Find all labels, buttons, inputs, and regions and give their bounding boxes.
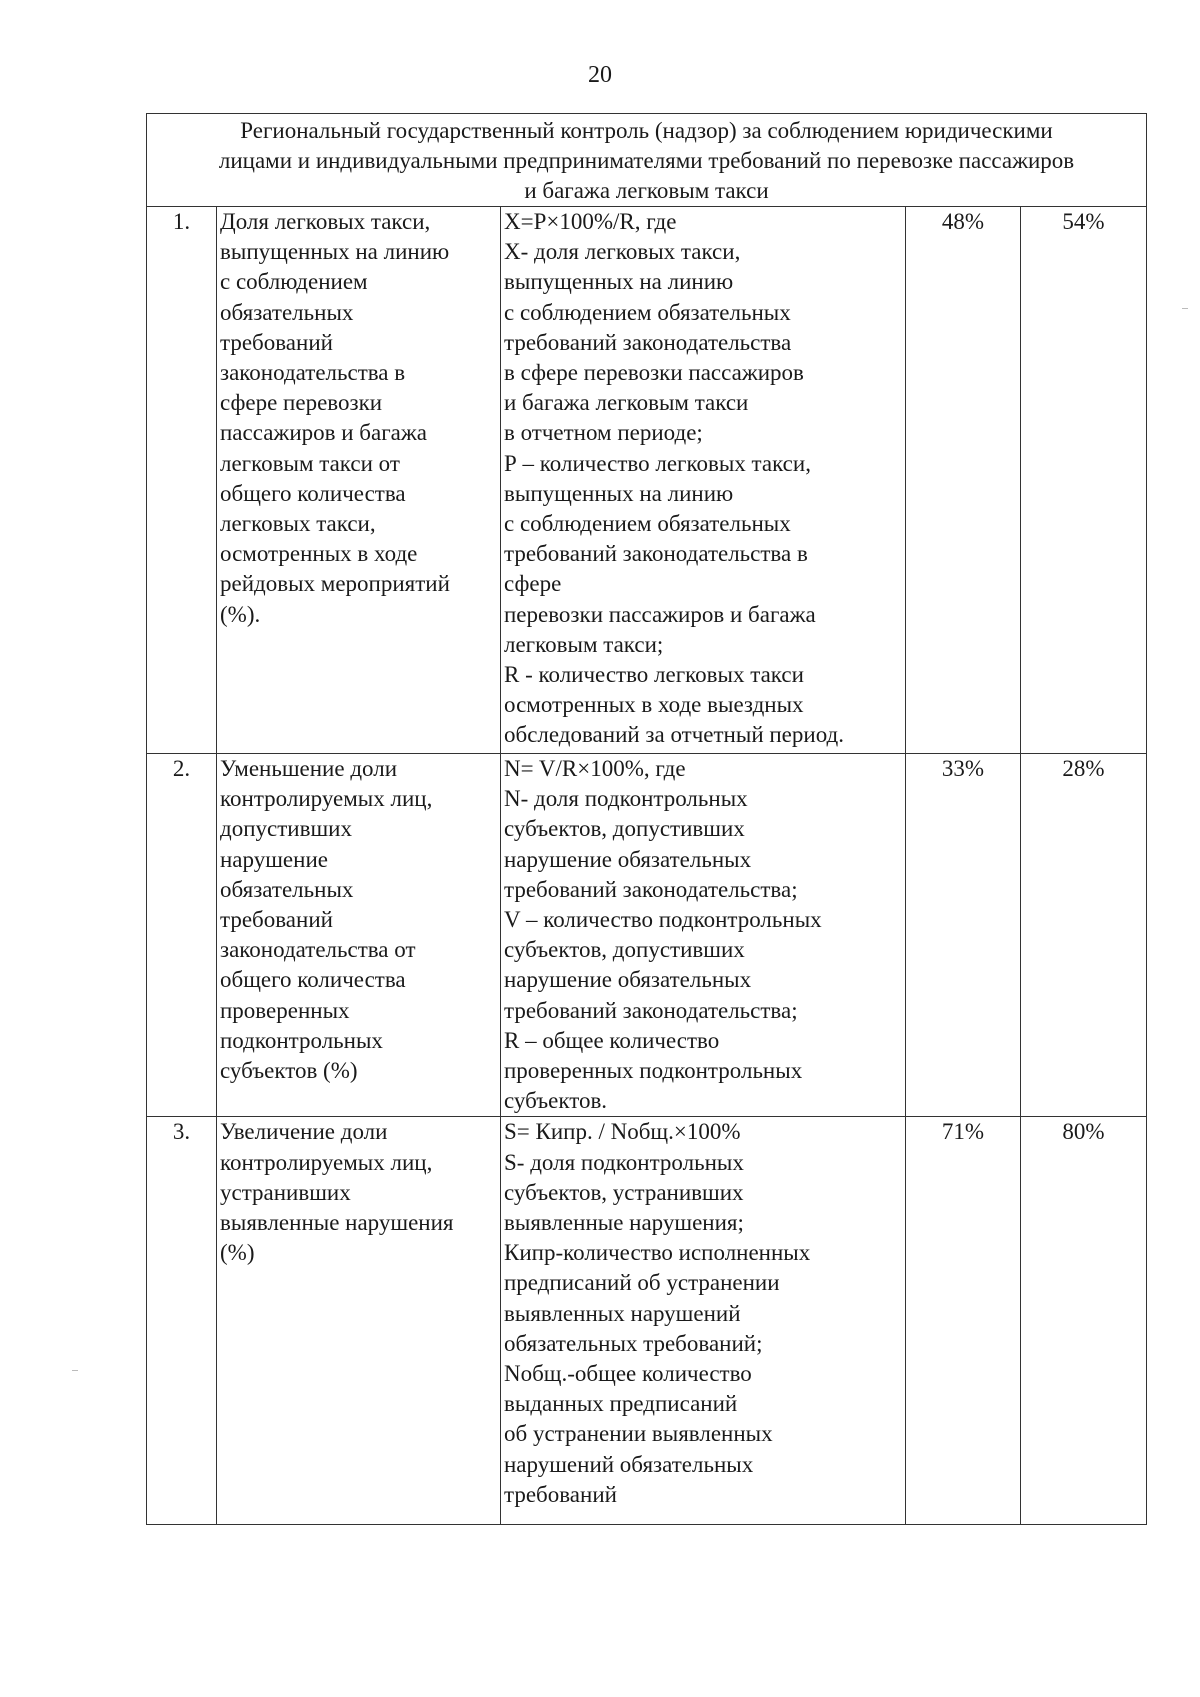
- text-line: требований законодательства: [504, 329, 792, 355]
- text-line: выявленные нарушения: [220, 1210, 454, 1236]
- text-line: в отчетном периоде;: [504, 420, 703, 446]
- value-cell-2: 54%: [1021, 207, 1147, 754]
- indicator-name: [217, 1117, 501, 1525]
- text-line: Кипр-количество исполненных: [504, 1240, 811, 1266]
- text-line: общего количества: [220, 480, 406, 506]
- text-line: обследований за отчетный период.: [504, 722, 844, 748]
- text-line: субъектов.: [504, 1088, 608, 1114]
- section-title: [147, 114, 1147, 207]
- text-line: требований: [220, 329, 333, 355]
- indicators-table: [146, 113, 1147, 1525]
- text-line: нарушение: [220, 846, 328, 872]
- text-line: Р – количество легковых такси,: [504, 450, 811, 476]
- text-line: пассажиров и багажа: [220, 420, 427, 446]
- text-line: Доля легковых такси,: [220, 209, 431, 234]
- scan-mark: [1182, 308, 1188, 309]
- text-line: осмотренных в ходе: [220, 541, 418, 567]
- text-line: сфере: [504, 571, 562, 597]
- text-line: Увеличение доли: [220, 1119, 388, 1145]
- text-line: общего количества: [220, 967, 406, 993]
- section-header-row: [147, 114, 1147, 207]
- value-cell-2: 28%: [1021, 754, 1147, 1117]
- text-line: Х- доля легковых такси,: [504, 239, 741, 265]
- text-line: и багажа легковым такси: [504, 390, 749, 416]
- text-line: рейдовых мероприятий: [220, 571, 450, 597]
- text-line: V – количество подконтрольных: [504, 907, 822, 933]
- text-line: требований законодательства в: [504, 541, 808, 567]
- page-number: 20: [588, 62, 612, 88]
- text-line: обязательных: [220, 299, 354, 325]
- text-line: нарушений обязательных: [504, 1451, 754, 1477]
- scan-mark: [72, 1370, 78, 1371]
- text-line: требований законодательства;: [504, 876, 798, 902]
- text-line: с соблюдением обязательных: [504, 511, 791, 537]
- text-line: выданных предписаний: [504, 1391, 738, 1417]
- text-line: субъектов, допустивших: [504, 937, 745, 963]
- text-line: субъектов, устранивших: [504, 1179, 744, 1205]
- text-line: требований законодательства;: [504, 997, 798, 1023]
- text-line: сфере перевозки: [220, 390, 383, 416]
- text-line: выявленных нарушений: [504, 1300, 741, 1326]
- value-cell-1: 33%: [906, 754, 1021, 1117]
- text-line: выпущенных на линию: [504, 480, 734, 506]
- text-line: (%): [220, 1240, 255, 1266]
- value-cell-2: 80%: [1021, 1117, 1147, 1525]
- formula-cell: [501, 754, 906, 1117]
- formula-cell: [501, 1117, 906, 1525]
- text-line: выявленные нарушения;: [504, 1210, 744, 1236]
- text-line: с соблюдением обязательных: [504, 299, 791, 325]
- text-line: осмотренных в ходе выездных: [504, 692, 804, 718]
- text-line: R – общее количество: [504, 1027, 720, 1053]
- text-line: субъектов, допустивших: [504, 816, 745, 842]
- section-title-line: лицами и индивидуальными предпринимателями требований по перевозке пассажиров: [218, 148, 1075, 173]
- indicator-name: [217, 207, 501, 754]
- text-line: предписаний об устранении: [504, 1270, 780, 1296]
- text-line: Nобщ.-общее количество: [504, 1361, 752, 1387]
- text-line: требований: [504, 1481, 617, 1507]
- table-row: [147, 1117, 1147, 1525]
- text-line: контролируемых лиц,: [220, 1149, 433, 1175]
- text-line: субъектов (%): [220, 1058, 358, 1084]
- text-line: Уменьшение доли: [220, 756, 398, 781]
- text-line: в сфере перевозки пассажиров: [504, 360, 804, 386]
- text-line: проверенных подконтрольных: [504, 1058, 803, 1084]
- text-line: законодательства в: [220, 360, 406, 386]
- text-line: X=P×100%/R, где: [504, 209, 677, 234]
- text-line: легковым такси от: [220, 450, 400, 476]
- row-number: 1.: [147, 207, 217, 754]
- value-cell-1: 48%: [906, 207, 1021, 754]
- text-line: обязательных: [220, 876, 354, 902]
- text-line: легковых такси,: [220, 511, 376, 537]
- text-line: законодательства от: [220, 937, 416, 963]
- table-row: [147, 754, 1147, 1117]
- text-line: допустивших: [220, 816, 352, 842]
- text-line: обязательных требований;: [504, 1330, 763, 1356]
- section-title-line: Региональный государственный контроль (надзор) за соблюдением юридическими: [240, 118, 1053, 143]
- row-number: 3.: [147, 1117, 217, 1525]
- value-cell-1: 71%: [906, 1117, 1021, 1525]
- text-line: N- доля подконтрольных: [504, 786, 748, 812]
- text-line: подконтрольных: [220, 1027, 383, 1053]
- text-line: проверенных: [220, 997, 350, 1023]
- indicator-name: [217, 754, 501, 1117]
- text-line: выпущенных на линию: [220, 239, 450, 265]
- text-line: N= V/R×100%, где: [504, 756, 686, 781]
- text-line: легковым такси;: [504, 631, 664, 657]
- section-title-line: и багажа легковым такси: [524, 178, 769, 203]
- text-line: об устранении выявленных: [504, 1421, 773, 1447]
- table-row: [147, 207, 1147, 754]
- text-line: требований: [220, 907, 333, 933]
- text-line: (%).: [220, 601, 261, 627]
- text-line: R - количество легковых такси: [504, 662, 804, 688]
- text-line: нарушение обязательных: [504, 967, 752, 993]
- text-line: контролируемых лиц,: [220, 786, 433, 812]
- text-line: с соблюдением: [220, 269, 368, 295]
- formula-cell: [501, 207, 906, 754]
- text-line: перевозки пассажиров и багажа: [504, 601, 816, 627]
- row-number: 2.: [147, 754, 217, 1117]
- text-line: устранивших: [220, 1179, 351, 1205]
- text-line: S= Кипр. / Nобщ.×100%: [504, 1119, 741, 1145]
- text-line: нарушение обязательных: [504, 846, 752, 872]
- text-line: выпущенных на линию: [504, 269, 734, 295]
- text-line: S- доля подконтрольных: [504, 1149, 744, 1175]
